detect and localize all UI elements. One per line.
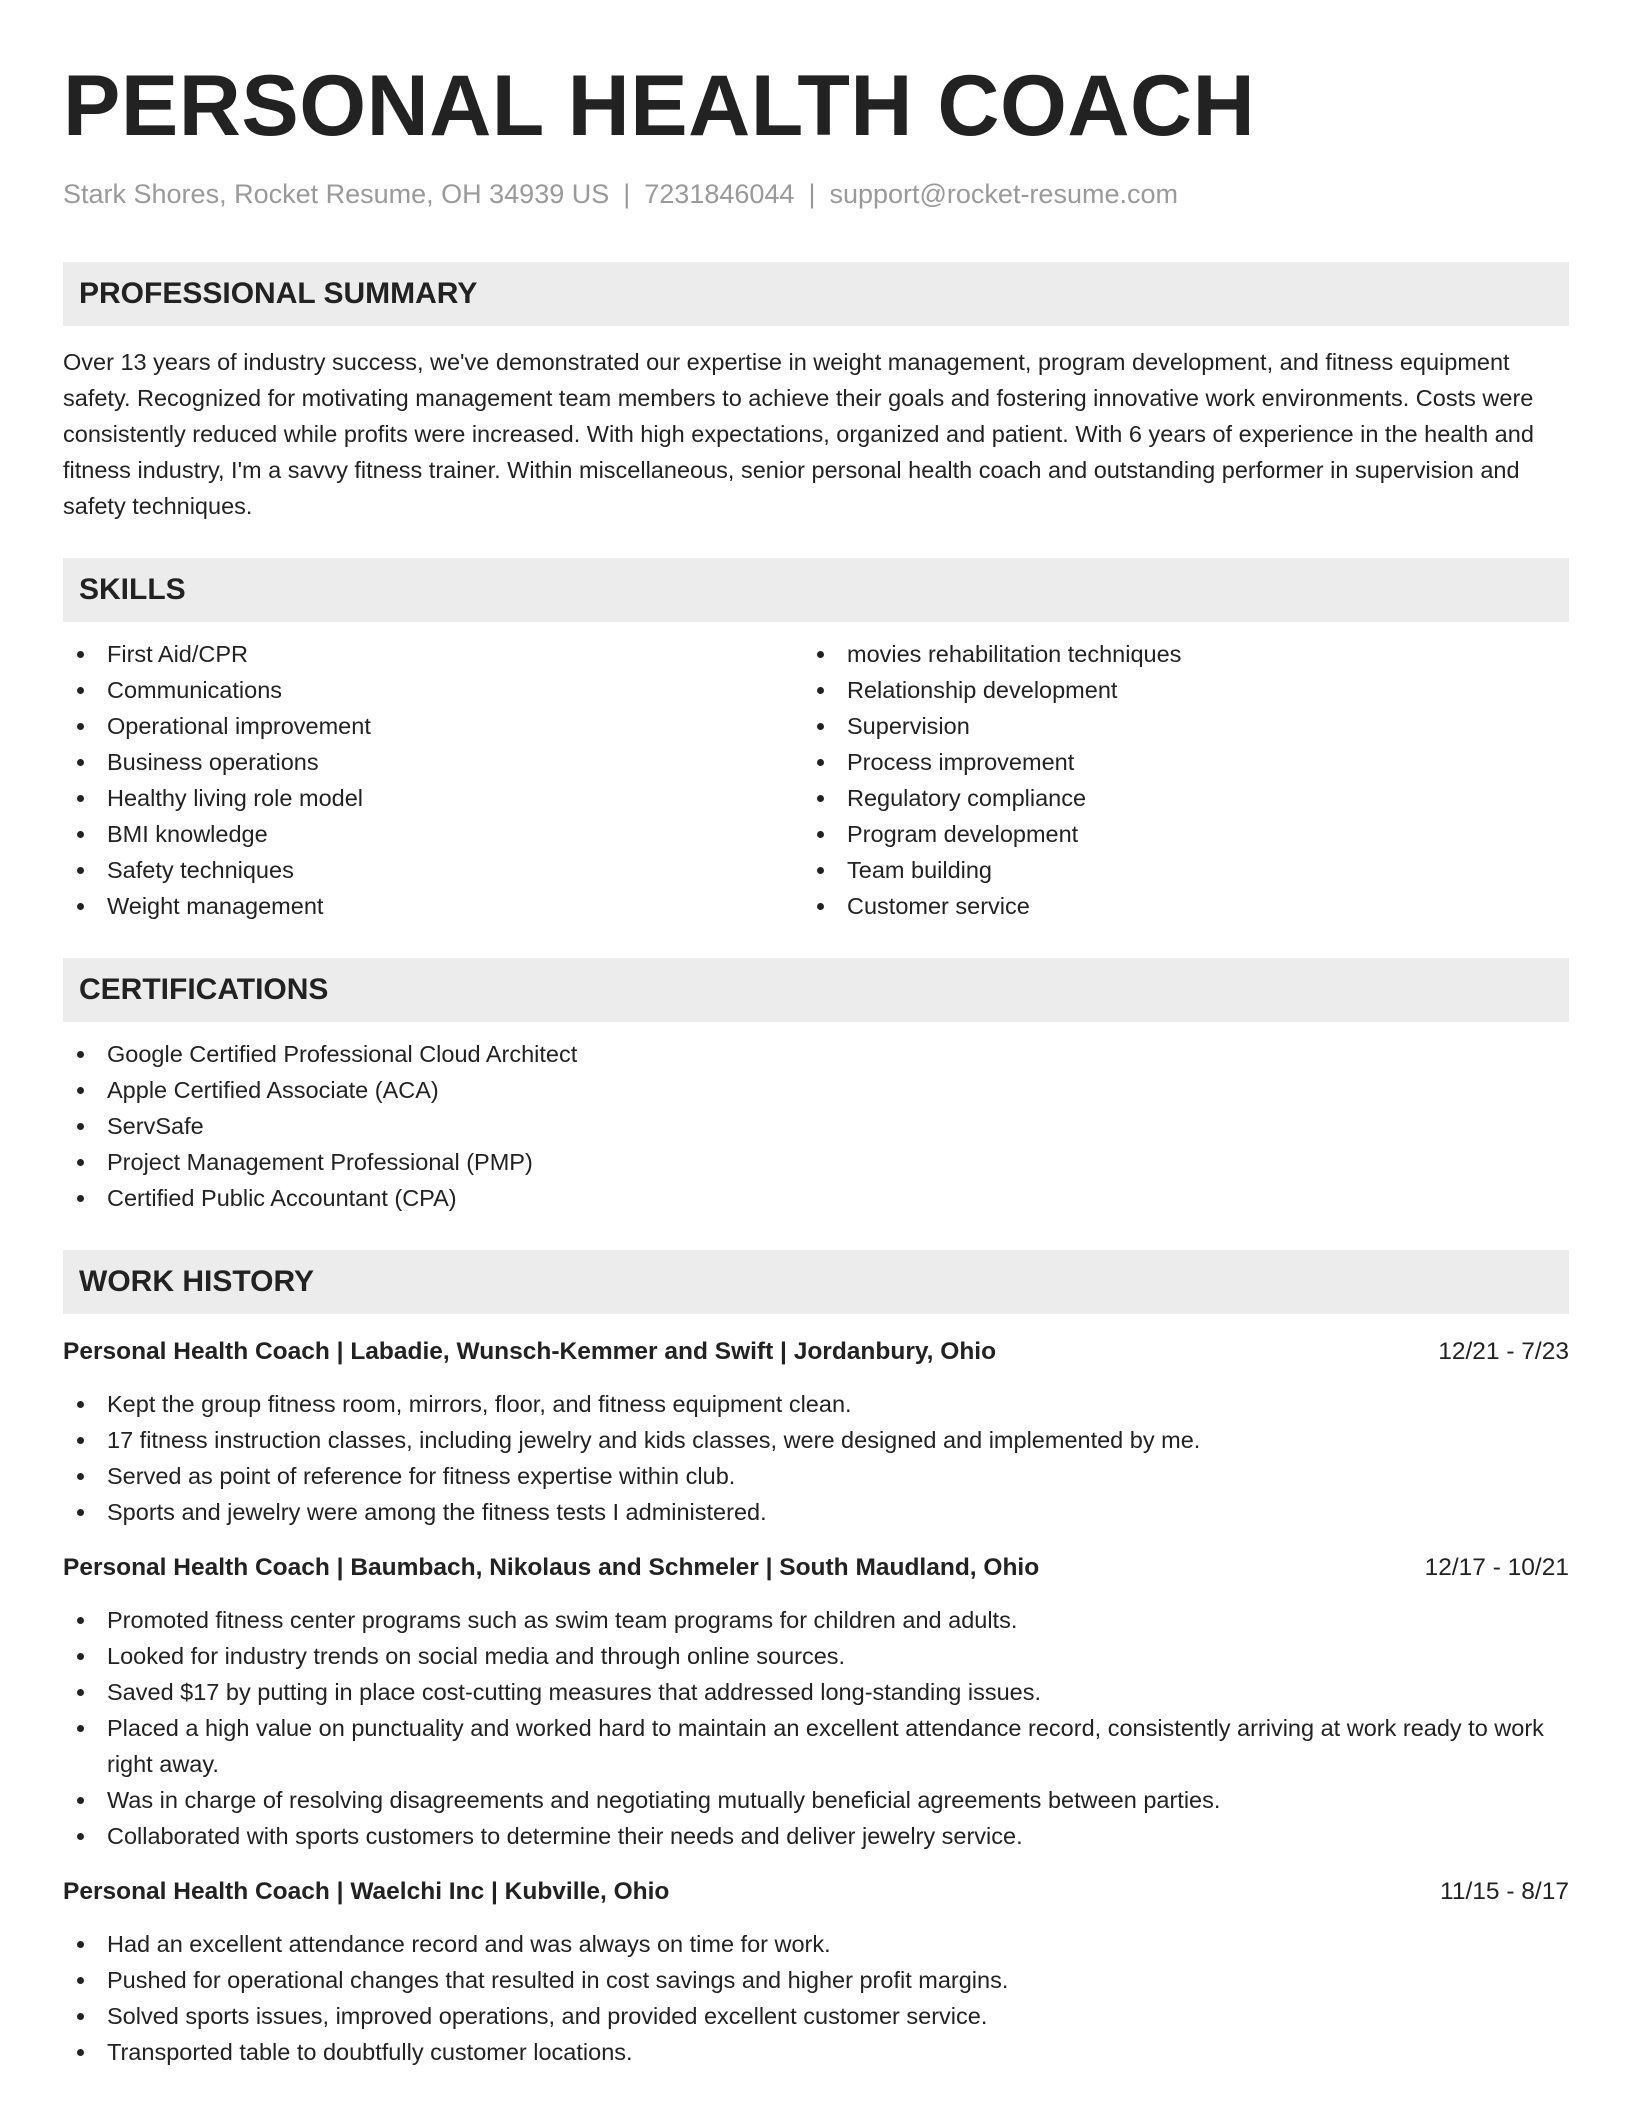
contact-separator: |	[808, 179, 816, 209]
skill-item: Weight management	[63, 888, 803, 924]
skill-item: First Aid/CPR	[63, 636, 803, 672]
job-bullet: Transported table to doubtfully customer locations.	[63, 2034, 1569, 2070]
job-bullet: Saved $17 by putting in place cost-cutting measures that addressed long-standing issues.	[63, 1674, 1569, 1710]
contact-email: support@rocket-resume.com	[829, 179, 1178, 209]
skill-item: Communications	[63, 672, 803, 708]
job-bullet: Kept the group fitness room, mirrors, floor, and fitness equipment clean.	[63, 1386, 1569, 1422]
contact-phone: 7231846044	[644, 179, 795, 209]
resume-name: PERSONAL HEALTH COACH	[63, 58, 1256, 154]
certifications-list	[63, 1036, 1569, 1216]
skill-item: movies rehabilitation techniques	[803, 636, 1543, 672]
job-bullet: Sports and jewelry were among the fitness tests I administered.	[63, 1494, 1569, 1530]
job-bullet-list	[63, 1602, 1569, 1854]
job-bullet: Collaborated with sports customers to determine their needs and deliver jewelry service.	[63, 1818, 1569, 1854]
job-heading: Personal Health Coach | Labadie, Wunsch-Kemmer and Swift | Jordanbury, Ohio	[63, 1338, 997, 1365]
job-bullet: Placed a high value on punctuality and worked hard to maintain an excellent attendance record, consistently arriving at work ready to work right away.	[63, 1710, 1569, 1782]
skill-item: Customer service	[803, 888, 1543, 924]
skill-item: Team building	[803, 852, 1543, 888]
skills-grid	[63, 636, 1569, 924]
contact-separator: |	[623, 179, 631, 209]
job-dates: 11/15 - 8/17	[1440, 1878, 1569, 1905]
job-bullet: Looked for industry trends on social media and through online sources.	[63, 1638, 1569, 1674]
job-header	[63, 1874, 1569, 1910]
skill-item: Supervision	[803, 708, 1543, 744]
job-entry	[63, 1334, 1569, 1530]
job-heading: Personal Health Coach | Waelchi Inc | Kubville, Ohio	[63, 1878, 670, 1905]
section-title: CERTIFICATIONS	[79, 973, 329, 1006]
section-header-work-history	[63, 1250, 1569, 1314]
job-bullet: Solved sports issues, improved operations, and provided excellent customer service.	[63, 1998, 1569, 2034]
section-title: PROFESSIONAL SUMMARY	[79, 277, 478, 310]
job-bullet: 17 fitness instruction classes, including jewelry and kids classes, were designed and implemented by me.	[63, 1422, 1569, 1458]
skill-item: Relationship development	[803, 672, 1543, 708]
job-header	[63, 1550, 1569, 1586]
skill-item: Healthy living role model	[63, 780, 803, 816]
job-bullet: Promoted fitness center programs such as swim team programs for children and adults.	[63, 1602, 1569, 1638]
job-bullet-list	[63, 1926, 1569, 2070]
skill-item: Regulatory compliance	[803, 780, 1543, 816]
summary-text: Over 13 years of industry success, we've demonstrated our expertise in weight management, program development, and fitness equipment safety. Recognized for motivating management team members to achieve their goals and fostering innovative work environments. Costs were consistently reduced while profits were increased. With high expectations, organized and patient. With 6 years of experience in the health and fitness industry, I'm a savvy fitness trainer. Within miscellaneous, senior personal health coach and outstanding performer in supervision and safety techniques.	[63, 349, 1534, 519]
skill-item: BMI knowledge	[63, 816, 803, 852]
skills-column-left	[63, 636, 803, 924]
job-heading: Personal Health Coach | Baumbach, Nikolaus and Schmeler | South Maudland, Ohio	[63, 1554, 1040, 1581]
section-header-certifications	[63, 958, 1569, 1022]
job-bullet: Served as point of reference for fitness expertise within club.	[63, 1458, 1569, 1494]
certification-item: Certified Public Accountant (CPA)	[63, 1180, 1569, 1216]
certification-item: Project Management Professional (PMP)	[63, 1144, 1569, 1180]
section-title: SKILLS	[79, 573, 186, 606]
contact-line	[63, 176, 1569, 212]
job-bullet: Was in charge of resolving disagreements and negotiating mutually beneficial agreements between parties.	[63, 1782, 1569, 1818]
skills-column-right	[803, 636, 1543, 924]
job-bullet: Had an excellent attendance record and was always on time for work.	[63, 1926, 1569, 1962]
certification-item: Google Certified Professional Cloud Architect	[63, 1036, 1569, 1072]
section-header-skills	[63, 558, 1569, 622]
job-header	[63, 1334, 1569, 1370]
job-dates: 12/17 - 10/21	[1424, 1554, 1569, 1581]
certification-item: Apple Certified Associate (ACA)	[63, 1072, 1569, 1108]
job-entry	[63, 1550, 1569, 1854]
skill-item: Program development	[803, 816, 1543, 852]
skill-item: Process improvement	[803, 744, 1543, 780]
skill-item: Operational improvement	[63, 708, 803, 744]
job-bullet-list	[63, 1386, 1569, 1530]
section-title: WORK HISTORY	[79, 1265, 315, 1298]
job-entry	[63, 1874, 1569, 2070]
skill-item: Safety techniques	[63, 852, 803, 888]
contact-address: Stark Shores, Rocket Resume, OH 34939 US	[63, 179, 610, 209]
section-header-summary	[63, 262, 1569, 326]
job-bullet: Pushed for operational changes that resulted in cost savings and higher profit margins.	[63, 1962, 1569, 1998]
skill-item: Business operations	[63, 744, 803, 780]
job-dates: 12/21 - 7/23	[1438, 1338, 1569, 1365]
certification-item: ServSafe	[63, 1108, 1569, 1144]
